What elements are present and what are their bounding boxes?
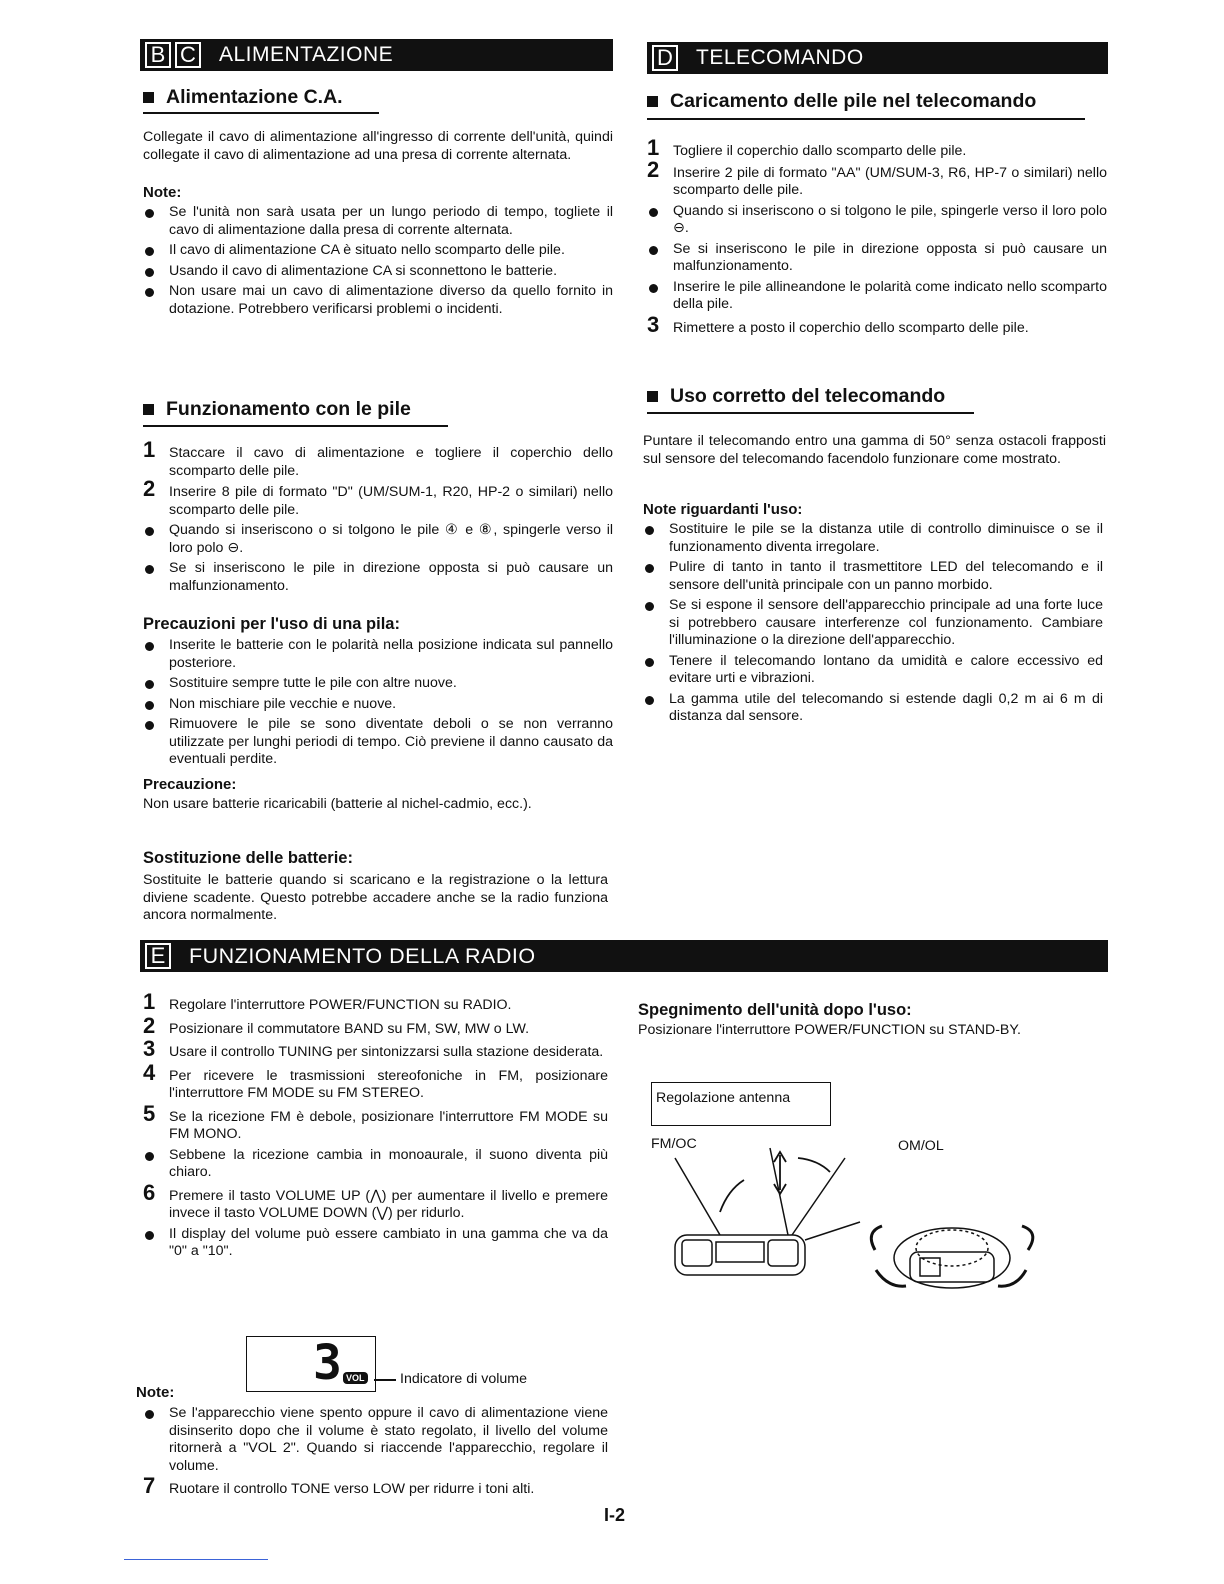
list-item: 4 Per ricevere le trasmissioni stereofoniche in FM, posizionare l'interruttore FM MODE su FM STEREO. — [143, 1059, 608, 1101]
bullet-icon — [145, 268, 154, 277]
step-marker: 1 — [143, 989, 156, 1014]
antenna-am-label: OM/OL — [898, 1138, 944, 1154]
radio-notes-label: Note: — [136, 1384, 175, 1401]
step-marker: 3 — [143, 1036, 156, 1061]
caution-label: Precauzione: — [143, 776, 237, 793]
list-item: Non mischiare pile vecchie e nuove. — [143, 696, 613, 714]
step-marker: 2 — [647, 156, 660, 182]
step-marker: 3 — [647, 311, 660, 337]
heading-battery-operation: Funzionamento con le pile — [143, 398, 411, 421]
antenna-illustration — [660, 1140, 1090, 1300]
list-item: Inserite le batterie con le polarità nella posizione indicata sul pannello posteriore. — [143, 637, 613, 672]
list-item: Sostituire sempre tutte le pile con altre nuove. — [143, 675, 613, 693]
radio-steps-list — [143, 989, 608, 1264]
step-marker: 7 — [143, 1473, 156, 1498]
section-letter-c: C — [175, 42, 201, 68]
heading-remote-batteries: Caricamento delle pile nel telecomando — [647, 90, 1036, 113]
bullet-icon — [645, 526, 654, 535]
list-item: Rimuovere le pile se sono diventate deboli o se non verranno utilizzate per lunghi periodi di tempo. Ciò previene il danno causato da eventuali perdite. — [143, 716, 613, 769]
heading-square-icon — [647, 96, 658, 107]
list-item: Sebbene la ricezione cambia in monoaurale, il suono diventa più chiaro. — [143, 1147, 608, 1182]
heading-remote-use: Uso corretto del telecomando — [647, 385, 945, 408]
list-item: 2 Posizionare il commutatore BAND su FM, SW, MW o LW. — [143, 1012, 530, 1038]
bullet-icon — [649, 208, 658, 217]
step-marker: 2 — [143, 476, 156, 501]
step-marker: 5 — [143, 1100, 156, 1126]
caution-text: Non usare batterie ricaricabili (batterie al nichel-cadmio, ecc.). — [143, 796, 532, 812]
bullet-icon — [645, 696, 654, 705]
bullet-icon — [145, 209, 154, 218]
list-item: 5 Se la ricezione FM è debole, posizionare l'interruttore FM MODE su FM MONO. — [143, 1100, 608, 1142]
step-marker: 1 — [647, 135, 660, 160]
page-number: I-2 — [604, 1505, 626, 1525]
section-title: TELECOMANDO — [696, 46, 864, 69]
precautions-list — [143, 637, 613, 772]
radio-rear-drawing — [871, 1226, 1033, 1288]
radio-front-drawing — [675, 1148, 860, 1275]
bullet-icon — [649, 284, 658, 293]
section-title: ALIMENTAZIONE — [219, 43, 394, 66]
list-item: Se l'unità non sarà usata per un lungo periodo di tempo, togliete il cavo di alimentazione dalla presa di corrente alternata. — [143, 204, 613, 239]
bullet-icon — [145, 680, 154, 689]
volume-caption: Indicatore di volume — [400, 1371, 527, 1387]
list-item: Il cavo di alimentazione CA è situato nello scomparto delle pile. — [143, 242, 613, 260]
radio-notes-list — [143, 1405, 608, 1502]
heading-square-icon — [647, 391, 658, 402]
replace-text: Sostituite le batterie quando si scaricano e la registrazione o la lettura diviene scadente. Questo potrebbe accadere anche se la radio funziona ancora normalmente. — [143, 872, 608, 923]
bullet-icon — [145, 288, 154, 297]
section-letter-d: D — [652, 45, 678, 71]
section-bc-banner — [140, 39, 613, 71]
list-item: Inserire le pile allineandone le polarità come indicato nello scomparto della pile. — [647, 279, 1107, 314]
list-item: 7 Ruotare il controllo TONE verso LOW per ridurre i toni alti. — [143, 1473, 535, 1498]
section-e-banner — [140, 940, 1108, 972]
list-item: Se si inseriscono le pile in direzione opposta si può causare un malfunzionamento. — [143, 560, 613, 595]
precautions-heading: Precauzioni per l'uso di una pila: — [143, 615, 400, 633]
volume-leader-line — [374, 1379, 396, 1381]
heading-rule — [647, 412, 974, 414]
list-item: Quando si inseriscono o si tolgono le pile, spingerle verso il loro polo ⊖. — [647, 203, 1107, 238]
remote-notes-list — [643, 521, 1103, 729]
heading-ac-power: Alimentazione C.A. — [143, 86, 343, 109]
list-item: Sostituire le pile se la distanza utile di controllo diminuisce o se il funzionamento diventa irregolare. — [643, 521, 1103, 556]
list-item: 6 Premere il tasto VOLUME UP (⋀) per aumentare il livello e premere invece il tasto VOLUME DOWN (⋁) per ridurlo. — [143, 1179, 608, 1221]
list-item: 3 Rimettere a posto il coperchio dello scomparto delle pile. — [647, 311, 1029, 337]
list-item: Se si inseriscono le pile in direzione opposta si può causare un malfunzionamento. — [647, 241, 1107, 276]
bullet-icon — [649, 246, 658, 255]
heading-rule — [143, 425, 448, 427]
list-item: 3 Usare il controllo TUNING per sintonizzarsi sulla stazione desiderata. — [143, 1036, 604, 1061]
section-letter-e: E — [145, 943, 171, 969]
list-item: Se si espone il sensore dell'apparecchio principale ad una forte luce si potrebbero causare interferenze col funzionamento. Cambiare l'illuminazione o la direzione dell'apparecchio. — [643, 597, 1103, 650]
step-marker: 1 — [143, 437, 156, 462]
bullet-icon — [645, 564, 654, 573]
bullet-icon — [645, 658, 654, 667]
heading-square-icon — [143, 92, 154, 103]
power-off-heading: Spegnimento dell'unità dopo l'uso: — [638, 1001, 912, 1019]
list-item: Se l'apparecchio viene spento oppure il cavo di alimentazione viene disinserito dopo che il volume è stato regolato, il livello del volume ritornerà a "VOL 2". Quando si riaccende l'apparecchio, regolare il volume. — [143, 1405, 608, 1475]
section-title: FUNZIONAMENTO DELLA RADIO — [189, 943, 536, 968]
list-item: 1 Togliere il coperchio dallo scomparto delle pile. — [647, 135, 967, 160]
antenna-label-box — [651, 1082, 831, 1126]
list-item: Usando il cavo di alimentazione CA si sconnettono le batterie. — [143, 263, 613, 281]
list-item: 2 Inserire 8 pile di formato "D" (UM/SUM-1, R20, HP-2 o similari) nello scomparto delle pile. — [143, 476, 613, 518]
bullet-icon — [145, 247, 154, 256]
bullet-icon — [145, 642, 154, 651]
use-notes-label: Note riguardanti l'uso: — [643, 501, 803, 518]
antenna-label: Regolazione antenna — [656, 1090, 791, 1106]
notes-label: Note: — [143, 184, 182, 201]
heading-square-icon — [143, 404, 154, 415]
battery-steps-list — [143, 437, 613, 598]
bullet-icon — [145, 701, 154, 710]
power-off-text: Posizionare l'interruttore POWER/FUNCTION su STAND-BY. — [638, 1022, 1021, 1038]
list-item: La gamma utile del telecomando si estende dagli 0,2 m ai 6 m di distanza dal sensore. — [643, 691, 1103, 726]
step-marker: 4 — [143, 1059, 156, 1085]
bullet-icon — [145, 527, 154, 536]
list-item: Il display del volume può essere cambiato in una gamma che va da "0" a "10". — [143, 1226, 608, 1261]
section-letter-b: B — [145, 42, 171, 68]
remote-steps-list — [647, 135, 1107, 340]
bullet-icon — [145, 565, 154, 574]
ac-notes-list — [143, 204, 613, 321]
footer-rule — [124, 1559, 268, 1560]
volume-digit: 3 — [313, 1335, 342, 1391]
antenna-fm-label: FM/OC — [651, 1136, 697, 1152]
bullet-icon — [145, 721, 154, 730]
list-item: Non usare mai un cavo di alimentazione diverso da quello fornito in dotazione. Potrebbero verificarsi problemi o incidenti. — [143, 283, 613, 318]
list-item: Pulire di tanto in tanto il trasmettitore LED del telecomando e il sensore dell'unità principale con un panno morbido. — [643, 559, 1103, 594]
step-marker: 6 — [143, 1179, 156, 1205]
bullet-icon — [145, 1231, 154, 1240]
list-item: 1 Staccare il cavo di alimentazione e togliere il coperchio dello scomparto delle pile. — [143, 437, 613, 479]
volume-display — [246, 1336, 376, 1392]
ac-power-text: Collegate il cavo di alimentazione all'ingresso di corrente dell'unità, quindi collegate il cavo di alimentazione ad una presa di corrente alternata. — [143, 129, 613, 163]
list-item: Quando si inseriscono o si tolgono le pile ④ e ⑧, spingerle verso il loro polo ⊖. — [143, 522, 613, 557]
heading-rule — [647, 118, 1085, 120]
section-d-banner — [647, 42, 1108, 74]
replace-heading: Sostituzione delle batterie: — [143, 849, 353, 867]
vol-badge: VOL — [343, 1372, 368, 1384]
bullet-icon — [145, 1410, 154, 1419]
list-item: Tenere il telecomando lontano da umidità e calore eccessivo ed evitare urti e vibrazioni. — [643, 653, 1103, 688]
list-item: 1 Regolare l'interruttore POWER/FUNCTION su RADIO. — [143, 989, 512, 1014]
bullet-icon — [145, 1152, 154, 1161]
step-marker: 2 — [143, 1012, 156, 1038]
list-item: 2 Inserire 2 pile di formato "AA" (UM/SUM-3, R6, HP-7 o similari) nello scomparto delle pile. — [647, 156, 1107, 198]
remote-use-text: Puntare il telecomando entro una gamma di 50° senza ostacoli frapposti sul sensore del telecomando facendolo funzionare come mostrato. — [643, 433, 1106, 467]
bullet-icon — [645, 602, 654, 611]
heading-rule — [143, 112, 379, 114]
